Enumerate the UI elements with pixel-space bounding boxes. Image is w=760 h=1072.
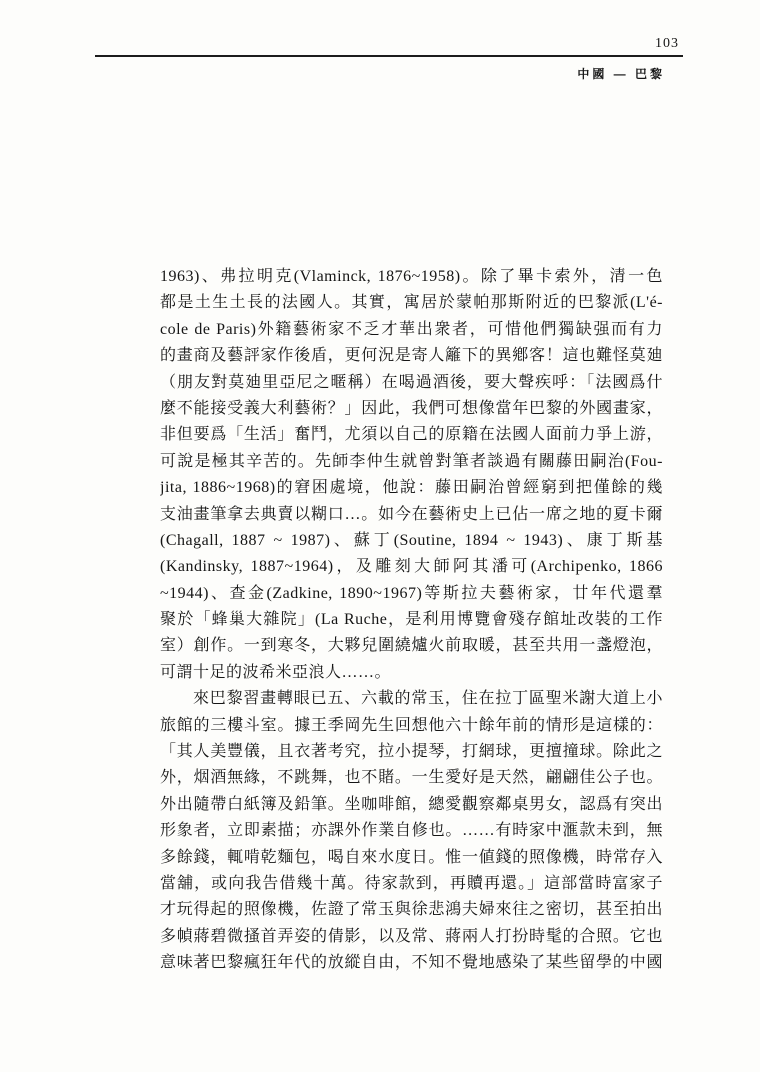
text-line: 多餘錢，輒啃乾麵包，喝自來水度日。惟一値錢的照像機，時常存入 [160, 848, 663, 866]
text-line: 形象者，立即素描；亦課外作業自修也。……有時家中滙款未到，無 [160, 822, 663, 840]
text-line: 意味著巴黎瘋狂年代的放縱自由，不知不覺地感染了某些留學的中國 [160, 954, 663, 972]
running-title: 中國 — 巴黎 [577, 67, 665, 81]
text-line: 「其人美豐儀，且衣著考究，拉小提琴，打網球，更擅撞球。除此之 [160, 743, 663, 761]
text-line: 外出隨帶白紙簿及鉛筆。坐咖啡館，總愛觀察鄰桌男女，認爲有突出 [160, 795, 663, 813]
text-line: 非但要爲「生活」奮鬥，尤須以自己的原籍在法國人面前力爭上游， [160, 426, 663, 444]
text-line: (Chagall, 1887 ~ 1987)、蘇丁(Soutine, 1894 ~ 1943)、康丁斯基 [160, 531, 663, 549]
page-number: 103 [655, 36, 679, 51]
text-line: 當舖，或向我告借幾十萬。待家款到，再贖再還。」這部當時富家子 [160, 874, 663, 892]
text-line: 支油畫筆拿去典賣以糊口…。如今在藝術史上已佔一席之地的夏卡爾 [160, 505, 663, 523]
body-text [160, 264, 663, 977]
text-line: 都是土生土長的法國人。其實，寓居於蒙帕那斯附近的巴黎派(L'é- [160, 294, 663, 312]
text-line: 室）創作。一到寒冬，大夥兒圍繞爐火前取暖，甚至共用一盞燈泡， [160, 637, 663, 655]
text-line: jita, 1886~1968)的窘困處境，他說：藤田嗣治曾經窮到把僅餘的幾 [160, 479, 663, 497]
text-line: 多幀蔣碧微搔首弄姿的倩影，以及常、蔣兩人打扮時髦的合照。它也 [160, 927, 663, 945]
text-line: 的畫商及藝評家作後盾，更何況是寄人籬下的異鄕客！這也難怪莫廸 [160, 347, 663, 365]
text-line: 可說是極其辛苦的。先師李仲生就曾對筆者談過有關藤田嗣治(Fou- [160, 452, 663, 470]
text-line: （朋友對莫廸里亞尼之暱稱）在喝過酒後，要大聲疾呼：「法國爲什 [160, 373, 663, 391]
text-line: 聚於「蜂巢大雜院」(La Ruche，是利用博覽會殘存館址改裝的工作 [160, 611, 663, 629]
text-line: (Kandinsky, 1887~1964)，及雕刻大師阿其潘可(Archipenko, 1866 [160, 558, 663, 576]
text-line: 來巴黎習畫轉眼已五、六載的常玉，住在拉丁區聖米謝大道上小 [193, 690, 663, 708]
text-line: 外，烟酒無緣，不跳舞，也不賭。一生愛好是天然，翩翩佳公子也。 [160, 769, 663, 787]
page-header [95, 34, 683, 82]
text-line: 才玩得起的照像機，佐證了常玉與徐悲鴻夫婦來往之密切，甚至拍出 [160, 901, 663, 919]
text-line: ~1944)、查金(Zadkine, 1890~1967)等斯拉夫藝術家，廿年代還羣 [160, 584, 663, 602]
text-line: 1963)、弗拉明克(Vlaminck, 1876~1958)。除了畢卡索外，清一色 [160, 268, 663, 285]
text-line: 可謂十足的波希米亞浪人……。 [160, 663, 392, 681]
text-line: 麼不能接受義大利藝術？」因此，我們可想像當年巴黎的外國畫家， [160, 399, 663, 417]
text-line: 旅館的三樓斗室。據王季岡先生回想他六十餘年前的情形是這樣的： [160, 716, 663, 734]
header-rule [95, 55, 683, 57]
text-line: cole de Paris)外籍藝術家不乏才華出衆者，可惜他們獨缺强而有力 [160, 320, 663, 338]
